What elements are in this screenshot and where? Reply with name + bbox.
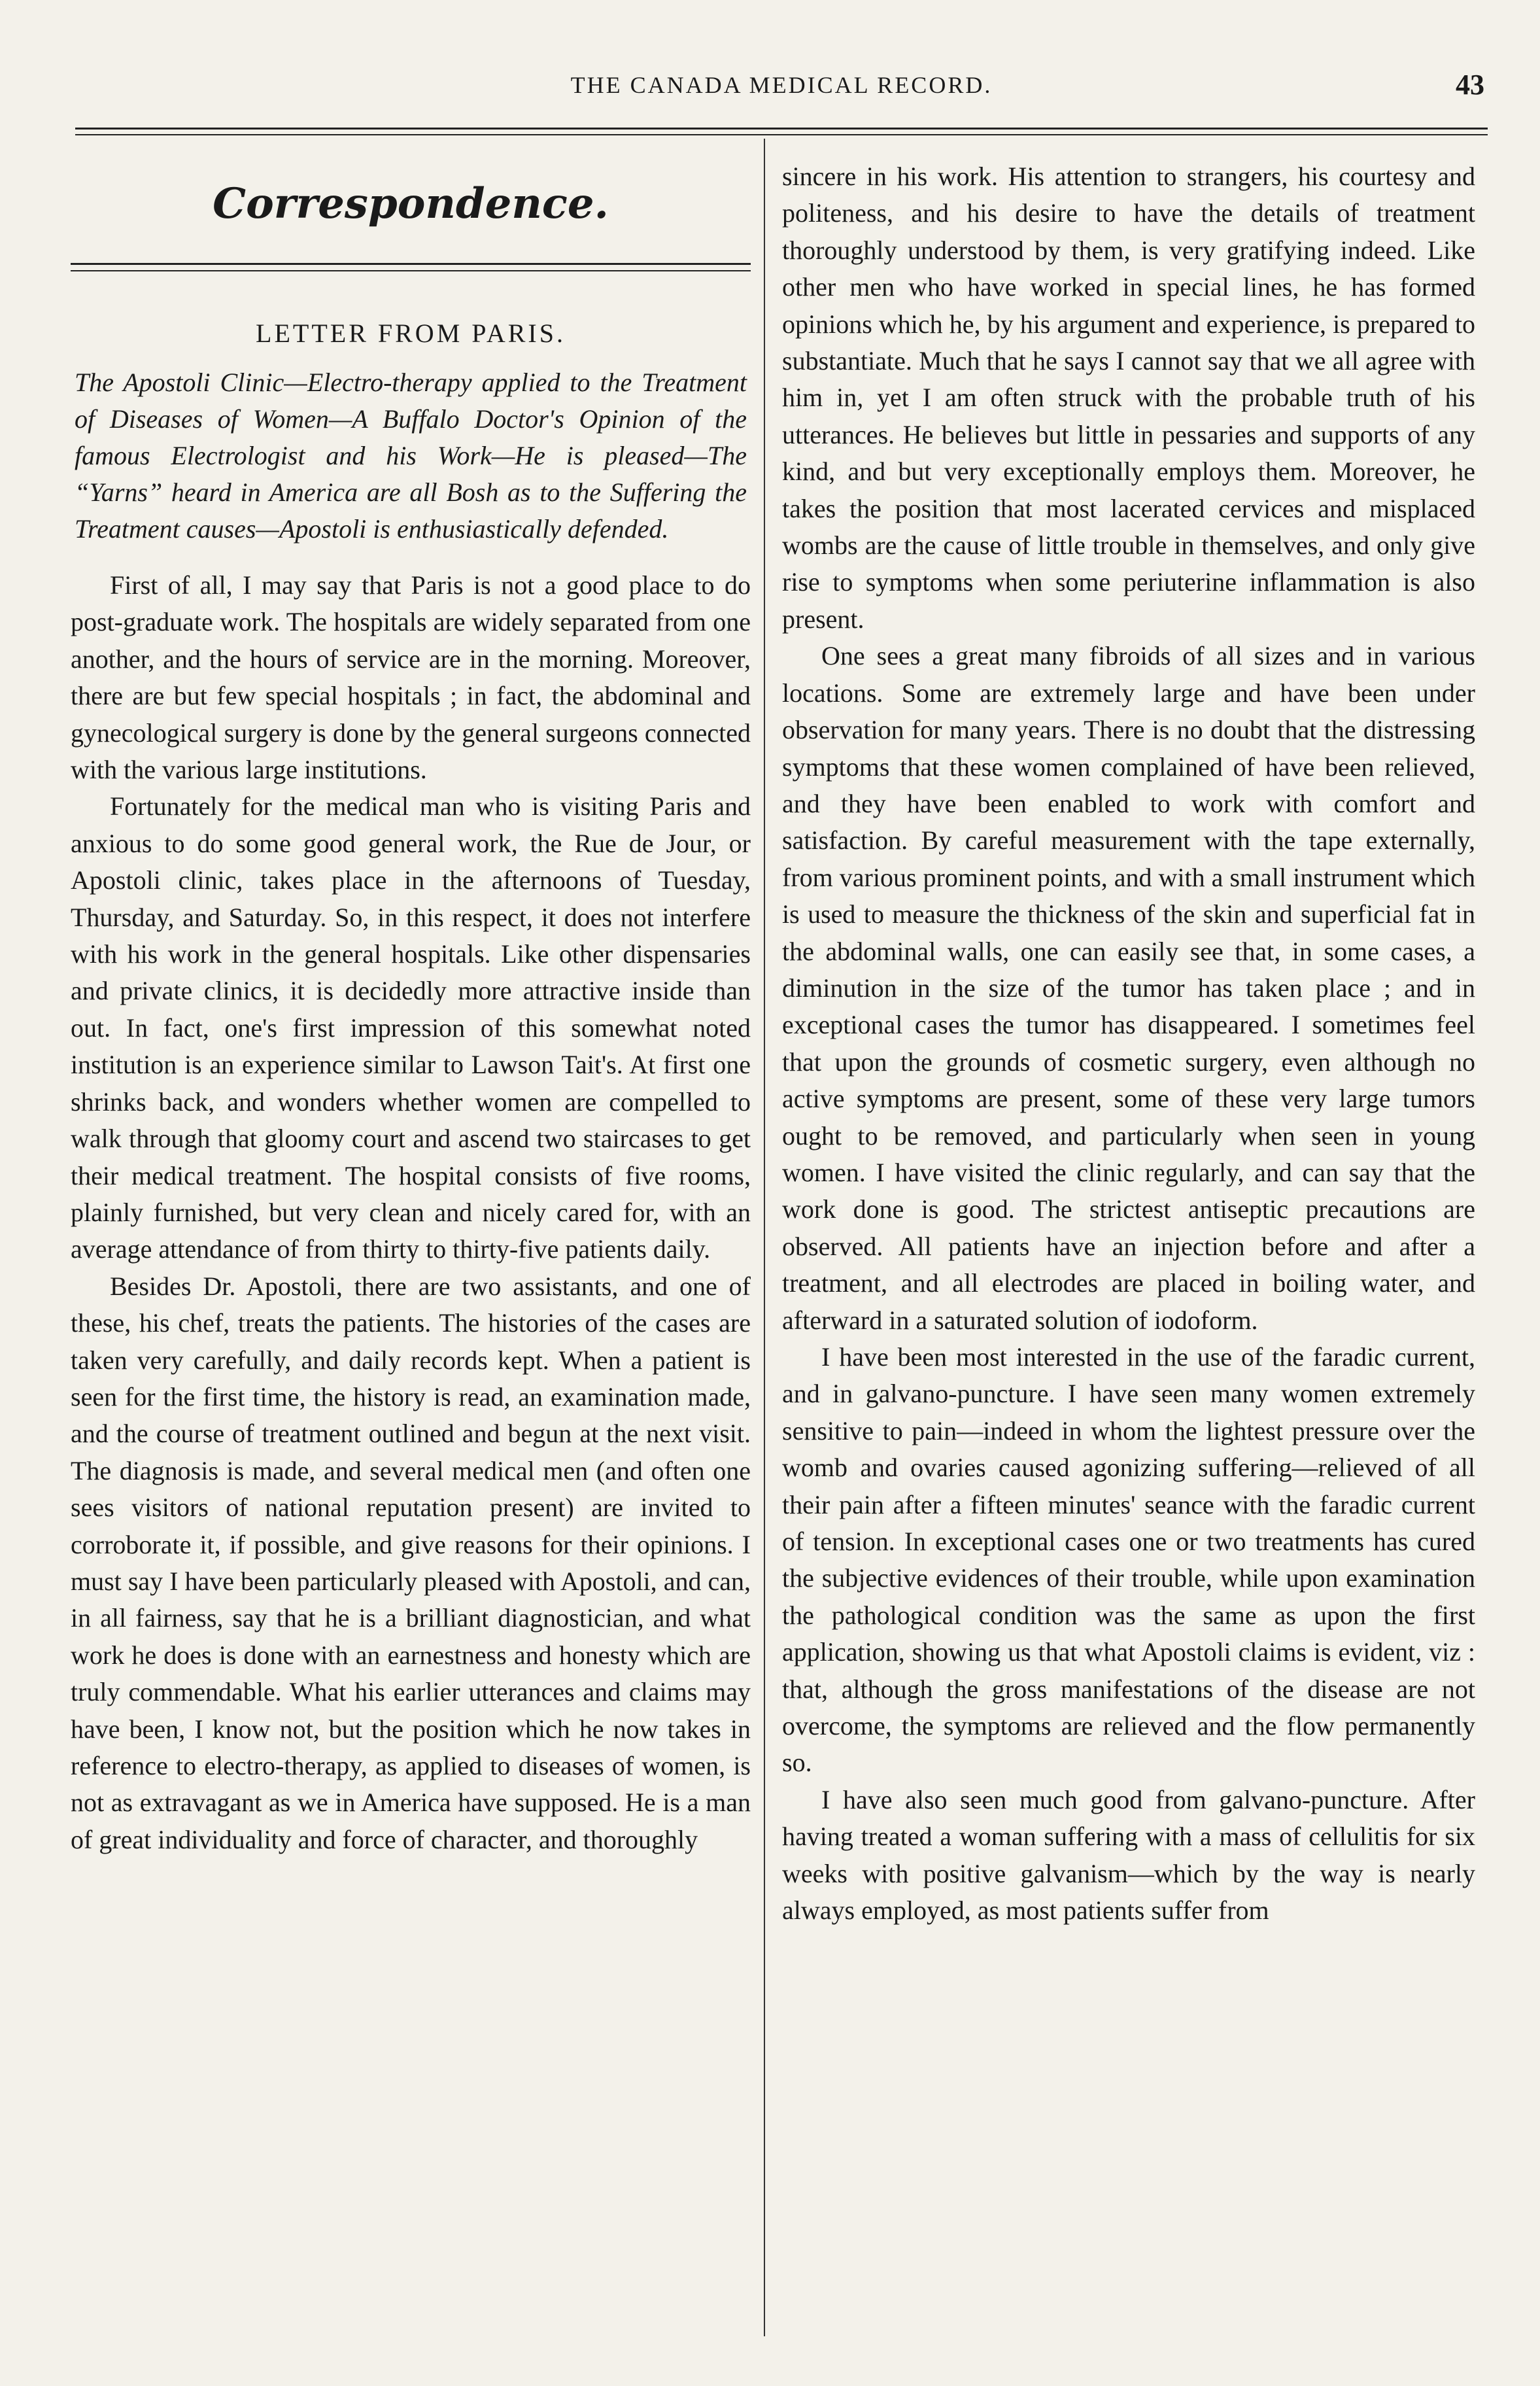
section-heading: Correspondence.	[213, 179, 609, 228]
article-abstract: The Apostoli Clinic—Electro-therapy applied to the Treatment of Diseases of Women—A Buffalo Doctor's Opinion of the famous Electrologist and his Work—He is pleased—The “Yarns” heard in America are all Bosh as to the Suffering the Treatment causes—Apostoli is enthusiastically defended.	[75, 368, 747, 544]
paragraph: Fortunately for the medical man who is visiting Paris and anxious to do some good general work, the Rue de Jour, or Apostoli clinic, takes place in the afternoons of Tuesday, Thursday, and Saturday. So, in this respect, it does not interfere with his work in the general hospitals. Like other dispensaries and private clinics, it is decidedly more attractive inside than out. In fact, one's first impression of this somewhat noted institution is an experience similar to Lawson Tait's. At first one shrinks back, and wonders whether women are compelled to walk through that gloomy court and ascend two staircases to get their medical treatment. The hospital consists of five rooms, plainly furnished, but very clean and nicely cared for, with an average attendance of from thirty to thirty-five patients daily.	[71, 791, 751, 1264]
left-body-text	[71, 567, 751, 1858]
section-rule	[71, 263, 751, 265]
running-title: THE CANADA MEDICAL RECORD.	[570, 72, 993, 98]
right-body-text	[782, 158, 1475, 1929]
paragraph: I have also seen much good from galvano-puncture. After having treated a woman suffering with a mass of cellulitis for six weeks with positive galvanism—which by the way is nearly always employed, as most patients suffer from	[782, 1784, 1475, 1926]
right-column	[782, 139, 1475, 1929]
paragraph: I have been most interested in the use of the faradic current, and in galvano-puncture. I have seen many women extremely sensitive to pain—indeed in whom the lightest pressure over the womb and ovaries caused agonizing suffering—relieved of all their pain after a fifteen minutes' seance with the faradic current of tension. In exceptional cases one or two treatments has cured the subjective evidences of their trouble, while upon examination the pathological condition was the same as upon the first application, showing us that what Apostoli claims is evident, viz : that, although the gross manifestations of the disease are not overcome, the symptoms are relieved and the flow permanently so.	[782, 1342, 1475, 1778]
section-rule-thin	[71, 270, 751, 271]
article-title: LETTER FROM PARIS.	[256, 319, 566, 348]
paragraph: Besides Dr. Apostoli, there are two assistants, and one of these, his chef, treats the patients. The histories of the cases are taken very carefully, and daily records kept. When a patient is seen for the first time, the history is read, an examination made, and the course of treatment outlined and begun at the next visit. The diagnosis is made, and several medical men (and often one sees visitors of national reputation present) are invited to corroborate it, if possible, and give reasons for their opinions. I must say I have been particularly pleased with Apostoli, and can, in all fairness, say that he is a brilliant diagnostician, and what work he does is done with an earnestness and honesty which are truly commendable. What his earlier utterances and claims may have been, I know not, but the position which he now takes in reference to electro-therapy, as applied to diseases of women, is not as extravagant as we in America have supposed. He is a man of great individuality and force of character, and thoroughly	[71, 1271, 751, 1854]
header-rule-thin	[75, 134, 1488, 135]
paragraph: One sees a great many fibroids of all sizes and in various locations. Some are extremely large and have been under observation for many years. There is no doubt that the distressing symptoms that these women complained of have been relieved, and they have been enabled to work with comfort and satisfaction. By careful measurement with the tape externally, from various prominent points, and with a small instrument which is used to measure the thickness of the skin and superficial fat in the abdominal walls, one can easily see that, in some cases, a diminution in the size of the tumor has taken place ; and in exceptional cases the tumor has disappeared. I sometimes feel that upon the grounds of cosmetic surgery, even although no active symptoms are present, some of these very large tumors ought to be removed, and particularly when seen in young women. I have visited the clinic regularly, and can say that the work done is good. The strictest antiseptic precautions are observed. All patients have an injection before and after a treatment, and all electrodes are placed in boiling water, and afterward in a saturated solution of iodoform.	[782, 641, 1475, 1335]
left-column	[71, 139, 751, 1858]
column-divider	[764, 139, 765, 2336]
paragraph: sincere in his work. His attention to strangers, his courtesy and politeness, and his desire to have the details of treatment thoroughly understood by them, is very gratifying indeed. Like other men who have worked in special lines, he has formed opinions which he, by his argument and experience, is prepared to substantiate. Much that he says I cannot say that we all agree with him in, yet I am often struck with the probable truth of his utterances. He believes but little in pessaries and supports of any kind, and but very exceptionally employs them. Moreover, he takes the position that most lacerated cervices and misplaced wombs are the cause of little trouble in themselves, and only give rise to symptoms when some periuterine inflammation is also present.	[782, 162, 1475, 634]
paragraph: First of all, I may say that Paris is not a good place to do post-graduate work. The hospitals are widely separated from one another, and the hours of service are in the morning. Moreover, there are but few special hospitals ; in fact, the abdominal and gynecological surgery is done by the general surgeons connected with the various large institutions.	[71, 570, 751, 785]
running-head	[78, 65, 1484, 105]
page-number: 43	[1456, 69, 1484, 101]
header-rule	[75, 128, 1488, 130]
